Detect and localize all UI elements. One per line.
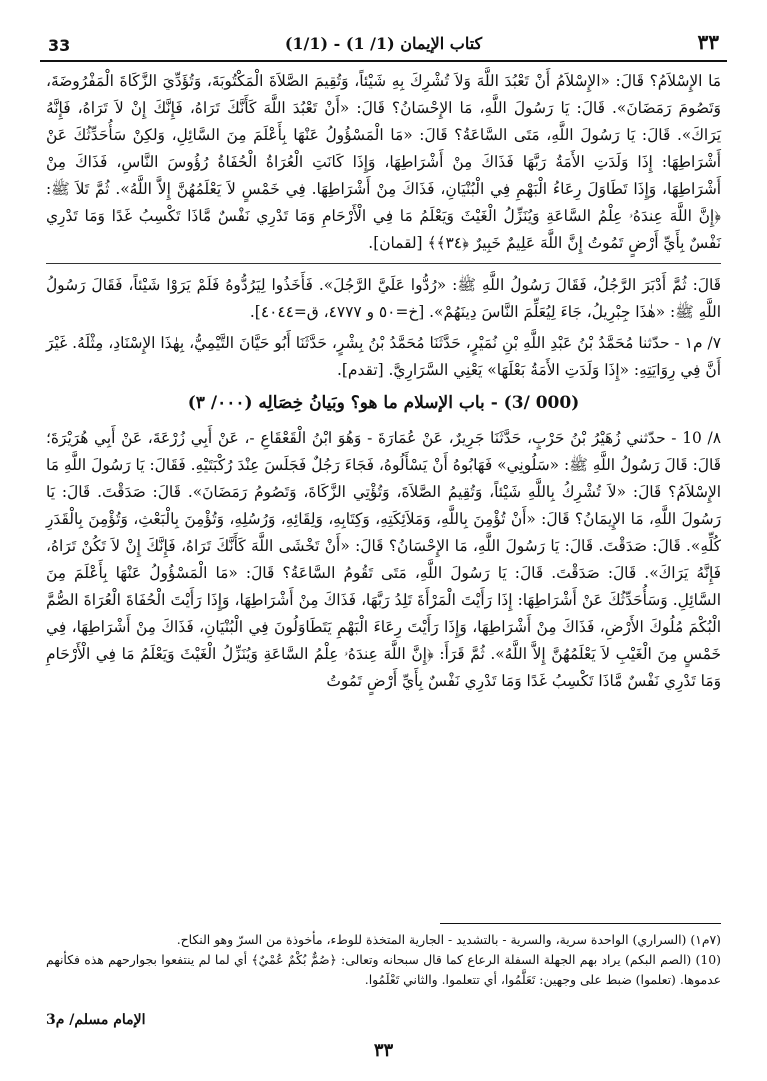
page-number-arabic: ٣٣	[697, 30, 719, 54]
hadith-paragraph-2: قَالَ: ثُمَّ أَدْبَرَ الرَّجُلُ، فَقَالَ رَسُولُ اللَّهِ ﷺ: «رُدُّوا عَلَيَّ الرَّجُلَ». فَأَخَذُوا لِيَرُدُّوهُ فَلَمْ يَرَوْا شَيْئاً، فَقَالَ رَسُولُ اللَّهِ ﷺ: «هٰذَا جِبْرِيلُ، جَاءَ لِيُعَلِّمَ النَّاسَ دِينَهُمْ». [خ=٥٠ و ٤٧٧٧، ق=٤٠٤٤].	[46, 276, 721, 321]
hadith-paragraph-3: ٧/ م١ - حدّثنا مُحَمَّدُ بْنُ عَبْدِ اللَّهِ بْنِ نُمَيْرٍ، حَدَّثَنَا مُحَمَّدُ بْنُ بِشْرٍ، حَدَّثَنَا أَبُو حَيَّانَ التَّيْمِيُّ، بِهٰذَا الإِسْنَادِ، مِثْلَهُ. غَيْرَ أَنَّ فِي رِوَايَتِهِ: «إِذَا وَلَدَتِ الأَمَةُ بَعْلَهَا» يَعْنِي السَّرَارِيَّ. [تقدم].	[46, 334, 722, 379]
footnote-1: (٧م١) (السراري) الواحدة سرية، والسرية - بالتشديد - الجارية المتخذة للوطء، مأخوذة من السرّ وهو النكاح.	[176, 932, 721, 947]
paragraph-divider	[46, 263, 721, 264]
chapter-title: (000 /3) - باب الإسلام ما هو؟ وبَيانُ خِصَالِه (٠٠٠/ ٣)	[187, 393, 580, 413]
running-title: (1/1) - كتاب الإيمان (1/ 1)	[284, 34, 483, 53]
footer-page-number: ٣٣	[373, 1040, 394, 1061]
signature-mark: الإمام مسلم/ م3	[46, 1012, 146, 1028]
hadith-paragraph-4: ٨/ 10 - حدّثني زُهَيْرُ بْنُ حَرْبٍ، حَدَّثَنَا جَرِيرٌ، عَنْ عُمَارَةَ - وَهُوَ ابْنُ الْقَعْقَاعِ -، عَنْ أَبِي زُرْعَةَ، عَنْ أَبِي هُرَيْرَةَ؛ قَالَ: قَالَ رَسُولُ اللَّهِ ﷺ: «سَلُونِي» فَهَابُوهُ أَنْ يَسْأَلُوهُ، فَجَاءَ رَجُلٌ فَجَلَسَ عِنْدَ رُكْبَتَيْهِ. فَقَالَ: يَا رَسُولَ اللَّهِ مَا الإِسْلاَمُ؟ قَالَ: «لاَ تُشْرِكُ بِاللَّهِ شَيْئاً، وَتُقِيمُ الصَّلاَةَ، وَتُؤْتِي الزَّكَاةَ، وَتَصُومُ رَمَضَانَ». قَالَ: صَدَقْتَ. قَالَ: يَا رَسُولَ اللَّهِ، مَا الإِيمَانُ؟ قَالَ: «أَنْ تُؤْمِنَ بِاللَّهِ، وَمَلاَئِكَتِهِ، وَكِتَابِهِ، وَلِقَائِهِ، وَرُسُلِهِ، وَتُؤْمِنَ بِالْبَعْثِ، وَتُؤْمِنَ بِالْقَدَرِ كُلِّهِ». قَالَ: صَدَقْتَ. قَالَ: يَا رَسُولَ اللَّهِ، مَا الإِحْسَانُ؟ قَالَ: «أَنْ تَخْشَى اللَّهَ كَأَنَّكَ تَرَاهُ، فَإِنَّكَ إِنْ لاَ تَكُنْ تَرَاهُ، فَإِنَّهُ يَرَاكَ». قَالَ: صَدَقْتَ. قَالَ: يَا رَسُولَ اللَّهِ، مَتَى تَقُومُ السَّاعَةُ؟ قَالَ: «مَا الْمَسْؤُولُ عَنْهَا بِأَعْلَمَ مِنَ السَّائِلِ. وَسَأُحَدِّثُكَ عَنْ أَشْرَاطِهَا: إِذَا رَأَيْتَ الْمَرْأَةَ تَلِدُ رَبَّهَا، فَذَاكَ مِنْ أَشْرَاطِهَا، وَإِذَا رَأَيْتَ الْحُفَاةَ الْعُرَاةَ الصُّمَّ الْبُكْمَ مُلُوكَ الأَرْضِ، فَذَاكَ مِنْ أَشْرَاطِهَا، وَإِذَا رَأَيْتَ رِعَاءَ الْبَهْمِ يَتَطَاوَلُونَ فِي الْبُنْيَانِ، فَذَاكَ مِنْ أَشْرَاطِهَا، فِي خَمْسٍ مِنَ الْغَيْبِ لاَ يَعْلَمُهُنَّ إِلاَّ اللَّهُ». ثُمَّ قَرَأَ: ﴿إِنَّ اللَّهَ عِندَهُۥ عِلْمُ السَّاعَةِ وَيُنَزِّلُ الْغَيْثَ وَيَعْلَمُ مَا فِي الْأَرْحَامِ وَمَا تَدْرِي نَفْسٌ مَّاذَا تَكْسِبُ غَدًا وَمَا تَدْرِي نَفْسٌ بِأَيِّ أَرْضٍ تَمُوتُ	[46, 429, 721, 690]
page-number-latin: 33	[48, 36, 71, 55]
footnote-divider	[440, 923, 721, 924]
page-header	[40, 28, 727, 62]
footnotes	[46, 930, 721, 990]
hadith-paragraph-1: مَا الإِسْلاَمُ؟ قَالَ: «الإِسْلاَمُ أَنْ تَعْبُدَ اللَّهَ وَلاَ تُشْرِكَ بِهِ شَيْئاً، وَتُقِيمَ الصَّلاَةَ الْمَكْتُوبَةَ، وَتُؤَدِّيَ الزَّكَاةَ الْمَفْرُوضَةَ، وَتَصُومَ رَمَضَانَ». قَالَ: يَا رَسُولَ اللَّهِ، مَا الإِحْسَانُ؟ قَالَ: «أَنْ تَعْبُدَ اللَّهَ كَأَنَّكَ تَرَاهُ، فَإِنَّكَ إِنْ لاَ تَرَاهُ، فَإِنَّهُ يَرَاكَ». قَالَ: يَا رَسُولَ اللَّهِ، مَتَى السَّاعَةُ؟ قَالَ: «مَا الْمَسْؤُولُ عَنْهَا بِأَعْلَمَ مِنَ السَّائِلِ، وَلكِنْ سَأُحَدِّثُكَ عَنْ أَشْرَاطِهَا: إِذَا وَلَدَتِ الأَمَةُ رَبَّهَا فَذَاكَ مِنْ أَشْرَاطِهَا، وَإِذَا كَانَتِ الْعُرَاةُ الْحُفَاةُ رُؤُوسَ النَّاسِ، فَذَاكَ مِنْ أَشْرَاطِهَا، وَإِذَا تَطَاوَلَ رِعَاءُ الْبَهْمِ فِي الْبُنْيَانِ، فَذَاكَ مِنْ أَشْرَاطِهَا. فِي خَمْسٍ لاَ يَعْلَمُهُنَّ إِلاَّ اللَّهُ». ثُمَّ تَلاَ ﷺ: ﴿إِنَّ اللَّهَ عِندَهُۥ عِلْمُ السَّاعَةِ وَيُنَزِّلُ الْغَيْثَ وَيَعْلَمُ مَا فِي الْأَرْحَامِ وَمَا تَدْرِي نَفْسٌ مَّاذَا تَكْسِبُ غَدًا وَمَا تَدْرِي نَفْسٌ بِأَيِّ أَرْضٍ تَمُوتُ إِنَّ اللَّهَ عَلِيمٌ خَبِيرٌ ﴿٣٤﴾﴾ [لقمان].	[46, 72, 721, 252]
footnote-2: (10) (الصم البكم) يراد بهم الجهلة السفلة الرعاع كما قال سبحانه وتعالى: ﴿صُمٌّ بُكْمٌ عُمْيٌ﴾ أي لما لم ينتفعوا بجوارحهم هذه فكأنهم عدموها. (تعلموا) ضبط على وجهين: تَعَلَّمُوا، أي تتعلموا. والثاني تَعْلَمُوا.	[46, 952, 721, 987]
main-text	[46, 68, 721, 699]
